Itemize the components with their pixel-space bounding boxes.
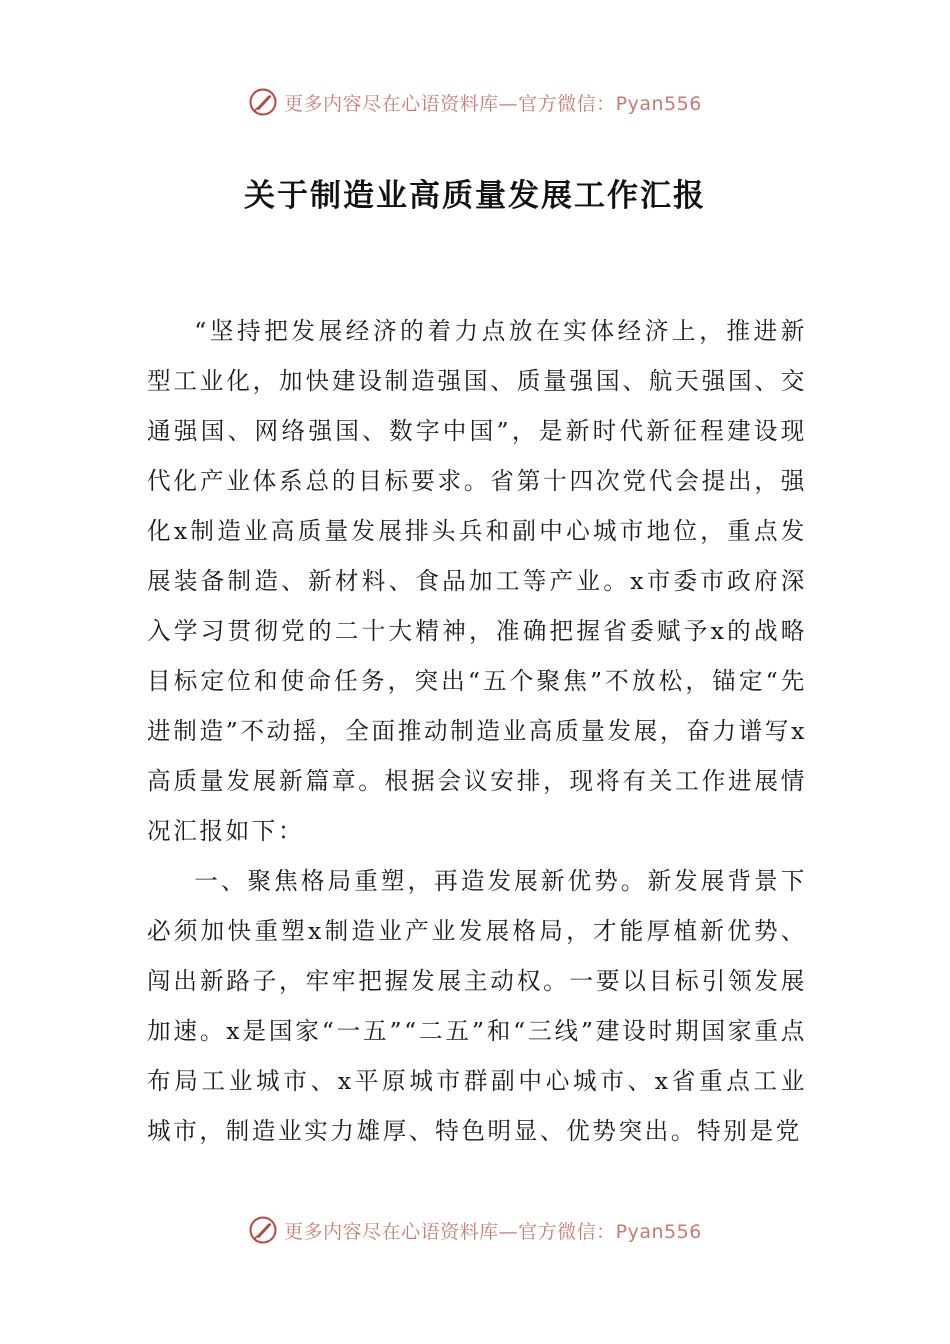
quill-logo-icon [248, 87, 278, 117]
footer-watermark-banner [0, 1210, 950, 1250]
watermark-label: 更多内容尽在心语资料库—官方微信： [284, 92, 616, 115]
quill-logo-icon [248, 1215, 278, 1245]
document-body [147, 306, 807, 1156]
watermark-text [284, 89, 702, 116]
watermark-label: 更多内容尽在心语资料库—官方微信： [284, 1220, 616, 1243]
wechat-id: Pyan556 [615, 92, 702, 115]
watermark-text [284, 1217, 702, 1244]
document-title: 关于制造业高质量发展工作汇报 [244, 178, 706, 214]
wechat-id: Pyan556 [615, 1220, 702, 1243]
paragraph-section-one: 一、聚焦格局重塑，再造发展新优势。新发展背景下必须加快重塑x制造业产业发展格局，才能厚植新优势、闯出新路子，牢牢把握发展主动权。一要以目标引领发展加速。x是国家“一五”“二五”和“三线”建设时期国家重点布局工业城市、x平原城市群副中心城市、x省重点工业城市，制造业实力雄厚、特色明显、优势突出。特别是党 [147, 867, 807, 1145]
paragraph-intro: “坚持把发展经济的着力点放在实体经济上，推进新型工业化，加快建设制造强国、质量强国、航天强国、交通强国、网络强国、数字中国”，是新时代新征程建设现代化产业体系总的目标要求。省第十四次党代会提出，强化x制造业高质量发展排头兵和副中心城市地位，重点发展装备制造、新材料、食品加工等产业。x市委市政府深入学习贯彻党的二十大精神，准确把握省委赋予x的战略目标定位和使命任务，突出“五个聚焦”不放松，锚定“先进制造”不动摇，全面推动制造业高质量发展，奋力谱写x高质量发展新篇章。根据会议安排，现将有关工作进展情况汇报如下： [147, 317, 807, 845]
header-watermark-banner [0, 82, 950, 122]
